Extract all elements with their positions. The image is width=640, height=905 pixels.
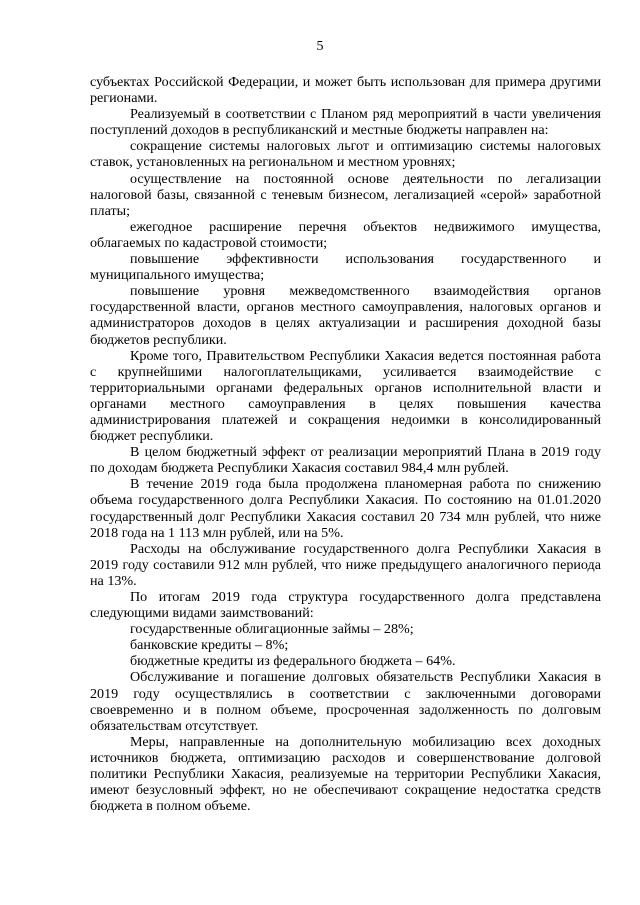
paragraph: субъектах Российской Федерации, и может быть использован для примера другими регионами. (90, 74, 601, 107)
paragraph: В целом бюджетный эффект от реализации мероприятий Плана в 2019 году по доходам бюджета Республики Хакасия составил 984,4 млн рублей. (90, 444, 601, 477)
list-item: осуществление на постоянной основе деятельности по легализации налоговой базы, связанной с теневым бизнесом, легализацией «серой» заработной платы; (90, 170, 601, 219)
list-item: государственные облигационные займы – 28%; (130, 621, 414, 638)
paragraph: Обслуживание и погашение долговых обязательств Республики Хакасия в 2019 году осуществлялись в соответствии с заключенными договорами своевременно и в полном объеме, просроченная задолженность по долговым обязательствам отсутствует. (90, 669, 601, 734)
list-item: банковские кредиты – 8%; (130, 637, 289, 654)
paragraph: Реализуемый в соответствии с Планом ряд мероприятий в части увеличения поступлений доходов в республиканский и местные бюджеты направлен на: (90, 106, 601, 139)
list-item: сокращение системы налоговых льгот и оптимизацию системы налоговых ставок, установленных на региональном и местном уровнях; (90, 138, 601, 171)
list-item: ежегодное расширение перечня объектов недвижимого имущества, облагаемых по кадастровой стоимости; (90, 218, 601, 251)
document-body (90, 74, 601, 814)
paragraph: Меры, направленные на дополнительную мобилизацию всех доходных источников бюджета, оптимизацию расходов и совершенствование долговой политики Республики Хакасия, реализуемые на территории Республики Хакасия, имеют безусловный эффект, но не обеспечивают сокращение недостатка средств бюджета в полном объеме. (90, 733, 601, 815)
list-item: повышение эффективности использования государственного и муниципального имущества; (90, 251, 601, 284)
paragraph: По итогам 2019 года структура государственного долга представлена следующими видами заимствований: (90, 589, 601, 622)
paragraph: Кроме того, Правительством Республики Хакасия ведется постоянная работа с крупнейшими налогоплательщиками, усиливается взаимодействие с территориальными органами федеральных органов исполнительной власти и органами местного самоуправления в целях повышения качества администрирования платежей и сокращения недоимки в консолидированный бюджет республики. (90, 347, 601, 445)
page-number: 5 (316, 39, 324, 54)
paragraph: Расходы на обслуживание государственного долга Республики Хакасия в 2019 году составили 912 млн рублей, что ниже предыдущего аналогичного периода на 13%. (90, 540, 601, 589)
list-item: повышение уровня межведомственного взаимодействия органов государственной власти, органов местного самоуправления, налоговых органов и администраторов доходов в целях актуализации и расширения доходной базы бюджетов республики. (90, 283, 601, 348)
list-item: бюджетные кредиты из федерального бюджета – 64%. (130, 653, 456, 670)
paragraph: В течение 2019 года была продолжена планомерная работа по снижению объема государственного долга Республики Хакасия. По состоянию на 01.01.2020 государственный долг Республики Хакасия составил 20 734 млн рублей, что ниже 2018 года на 1 113 млн рублей, или на 5%. (90, 476, 601, 541)
